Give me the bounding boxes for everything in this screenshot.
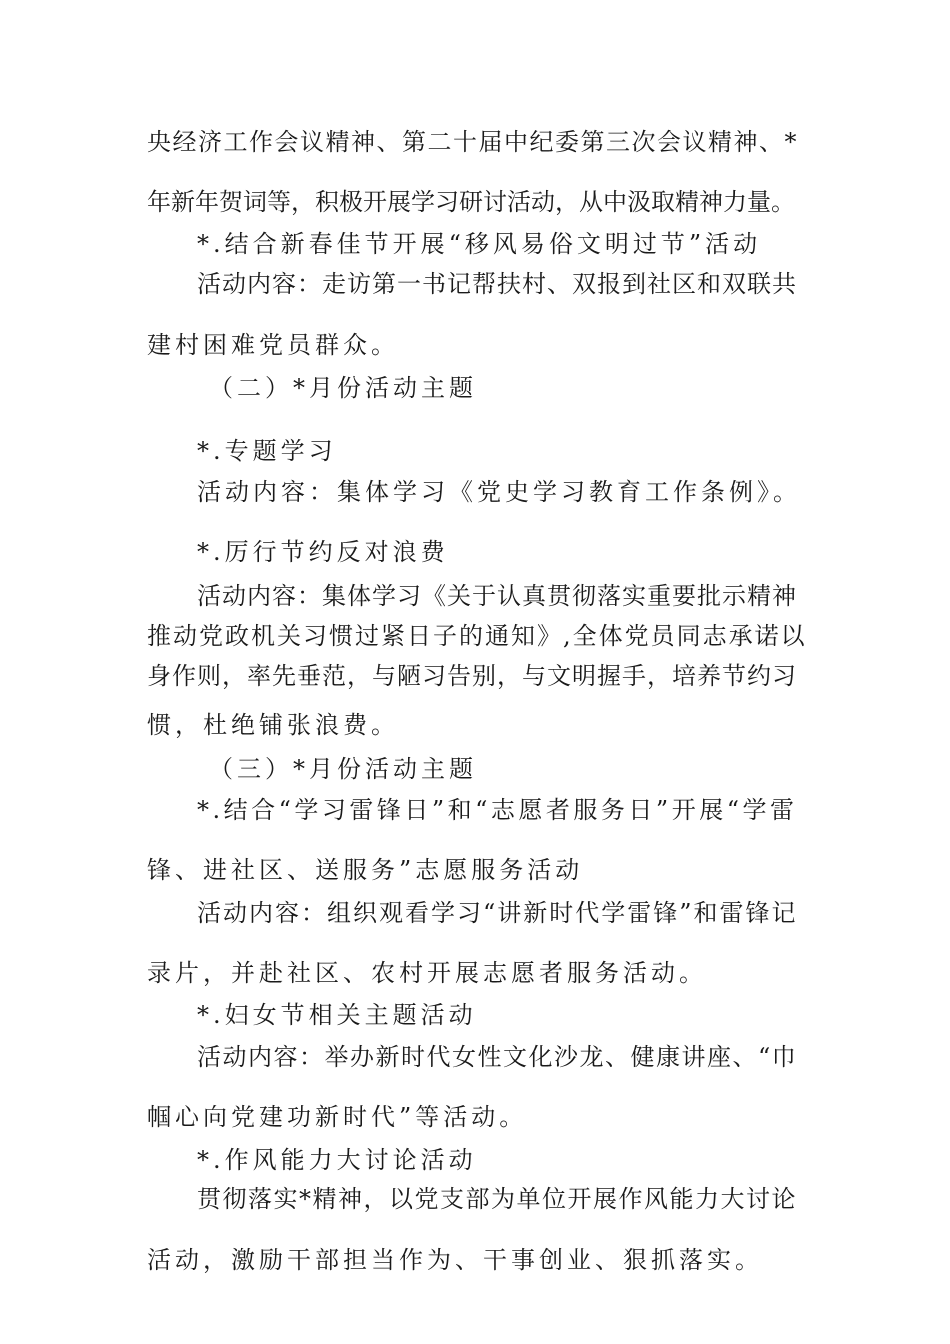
- text-line: 年新年贺词等，积极开展学习研讨活动，从中汲取精神力量。: [147, 188, 795, 216]
- text-line: 活动内容：走访第一书记帮扶村、双报到社区和双联共: [197, 270, 797, 298]
- text-line: 活动内容：举办新时代女性文化沙龙、健康讲座、“巾: [197, 1043, 798, 1071]
- text-line: *.妇女节相关主题活动: [197, 1001, 477, 1029]
- text-line: 帼心向党建功新时代”等活动。: [147, 1103, 528, 1131]
- text-line: 惯，杜绝铺张浪费。: [147, 711, 399, 739]
- text-line: *.结合“学习雷锋日”和“志愿者服务日”开展“学雷: [197, 796, 798, 824]
- text-line: 建村困难党员群众。: [147, 331, 399, 359]
- text-line: 活动内容：组织观看学习“讲新时代学雷锋”和雷锋记: [197, 899, 798, 927]
- text-line: *.厉行节约反对浪费: [197, 538, 449, 566]
- section-heading: （二）*月份活动主题: [209, 374, 477, 402]
- text-line: 身作则，率先垂范，与陋习告别，与文明握手，培养节约习: [147, 662, 797, 690]
- text-line: 活动，激励干部担当作为、干事创业、狠抓落实。: [147, 1246, 763, 1274]
- section-heading: （三）*月份活动主题: [209, 755, 477, 783]
- text-line: 活动内容：集体学习《党史学习教育工作条例》。: [197, 478, 801, 506]
- text-line: 推动党政机关习惯过紧日子的通知》,全体党员同志承诺以: [147, 622, 807, 650]
- text-line: *.结合新春佳节开展“移风易俗文明过节”活动: [197, 230, 762, 258]
- text-line: 录片，并赴社区、农村开展志愿者服务活动。: [147, 959, 707, 987]
- text-line: 锋、进社区、送服务”志愿服务活动: [147, 856, 584, 884]
- text-line: 央经济工作会议精神、第二十届中纪委第三次会议精神、*: [147, 128, 798, 156]
- text-line: 活动内容：集体学习《关于认真贯彻落实重要批示精神: [197, 582, 797, 610]
- text-line: *.作风能力大讨论活动: [197, 1146, 477, 1174]
- text-line: 贯彻落实*精神，以党支部为单位开展作风能力大讨论: [197, 1185, 797, 1213]
- text-line: *.专题学习: [197, 437, 337, 465]
